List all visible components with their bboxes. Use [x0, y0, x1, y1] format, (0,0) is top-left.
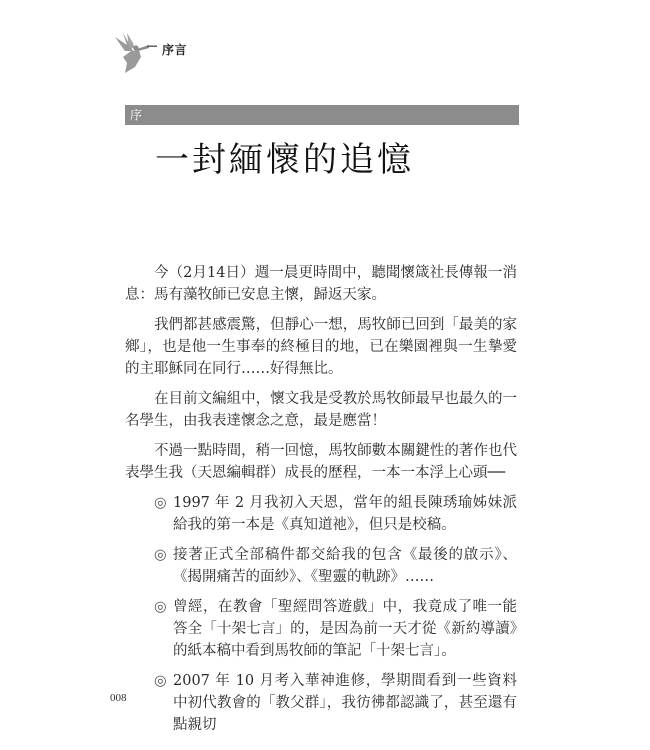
list-item-text: 接著正式全部稿件都交給我的包含《最後的啟示》、《揭開痛苦的面紗》、《聖靈的軌跡》……	[173, 547, 517, 585]
double-circle-bullet-icon: ◎	[154, 495, 167, 511]
double-circle-bullet-icon: ◎	[154, 547, 167, 563]
paragraph: 在目前文編組中，懷文我是受教於馬牧師最早也最久的一名學生，由我表達懷念之意，最是應當！	[125, 391, 517, 429]
double-circle-bullet-icon: ◎	[154, 599, 167, 615]
list-item	[125, 492, 517, 536]
bullet-list	[125, 492, 517, 736]
running-header-label: 序言	[162, 42, 188, 57]
section-label: 序	[130, 108, 143, 122]
paragraph: 今（2月14日）週一晨更時間中，聽聞懷箴社長傳報一消息：馬有藻牧師已安息主懷，歸返天家。	[125, 265, 517, 303]
list-item-text: 1997 年 2 月我初入天恩，當年的組長陳琇瑜姊妹派給我的第一本是《真知道祂》，但只是校稿。	[173, 495, 517, 533]
list-item-text: 曾經，在教會「聖經問答遊戲」中，我竟成了唯一能答全「十架七言」的，是因為前一天才從《新約導讀》的紙本稿中看到馬牧師的筆記「十架七言」。	[173, 599, 517, 659]
paragraph: 不過一點時間，稍一回憶，馬牧師數本關鍵性的著作也代表學生我（天恩編輯群）成長的歷程，一本一本浮上心頭──	[125, 443, 517, 481]
list-item-text: 2007 年 10 月考入華神進修，學期間看到一些資料中初代教會的「教父群」，我彷彿都認識了，甚至還有點親切	[173, 673, 517, 733]
page-number: 008	[110, 692, 127, 704]
angel-trumpet-icon	[113, 29, 157, 75]
paragraph: 我們都甚感震驚，但靜心一想，馬牧師已回到「最美的家鄉」，也是他一生事奉的終極目的地，已在樂園裡與一生摯愛的主耶穌同在同行……好得無比。	[125, 317, 517, 377]
body-text	[125, 262, 517, 744]
section-bar	[125, 105, 519, 125]
list-item	[125, 596, 517, 662]
chapter-title: 一封緬懷的追憶	[155, 140, 414, 180]
double-circle-bullet-icon: ◎	[154, 673, 167, 689]
list-item	[125, 670, 517, 736]
running-header	[113, 28, 187, 76]
list-item	[125, 544, 517, 588]
